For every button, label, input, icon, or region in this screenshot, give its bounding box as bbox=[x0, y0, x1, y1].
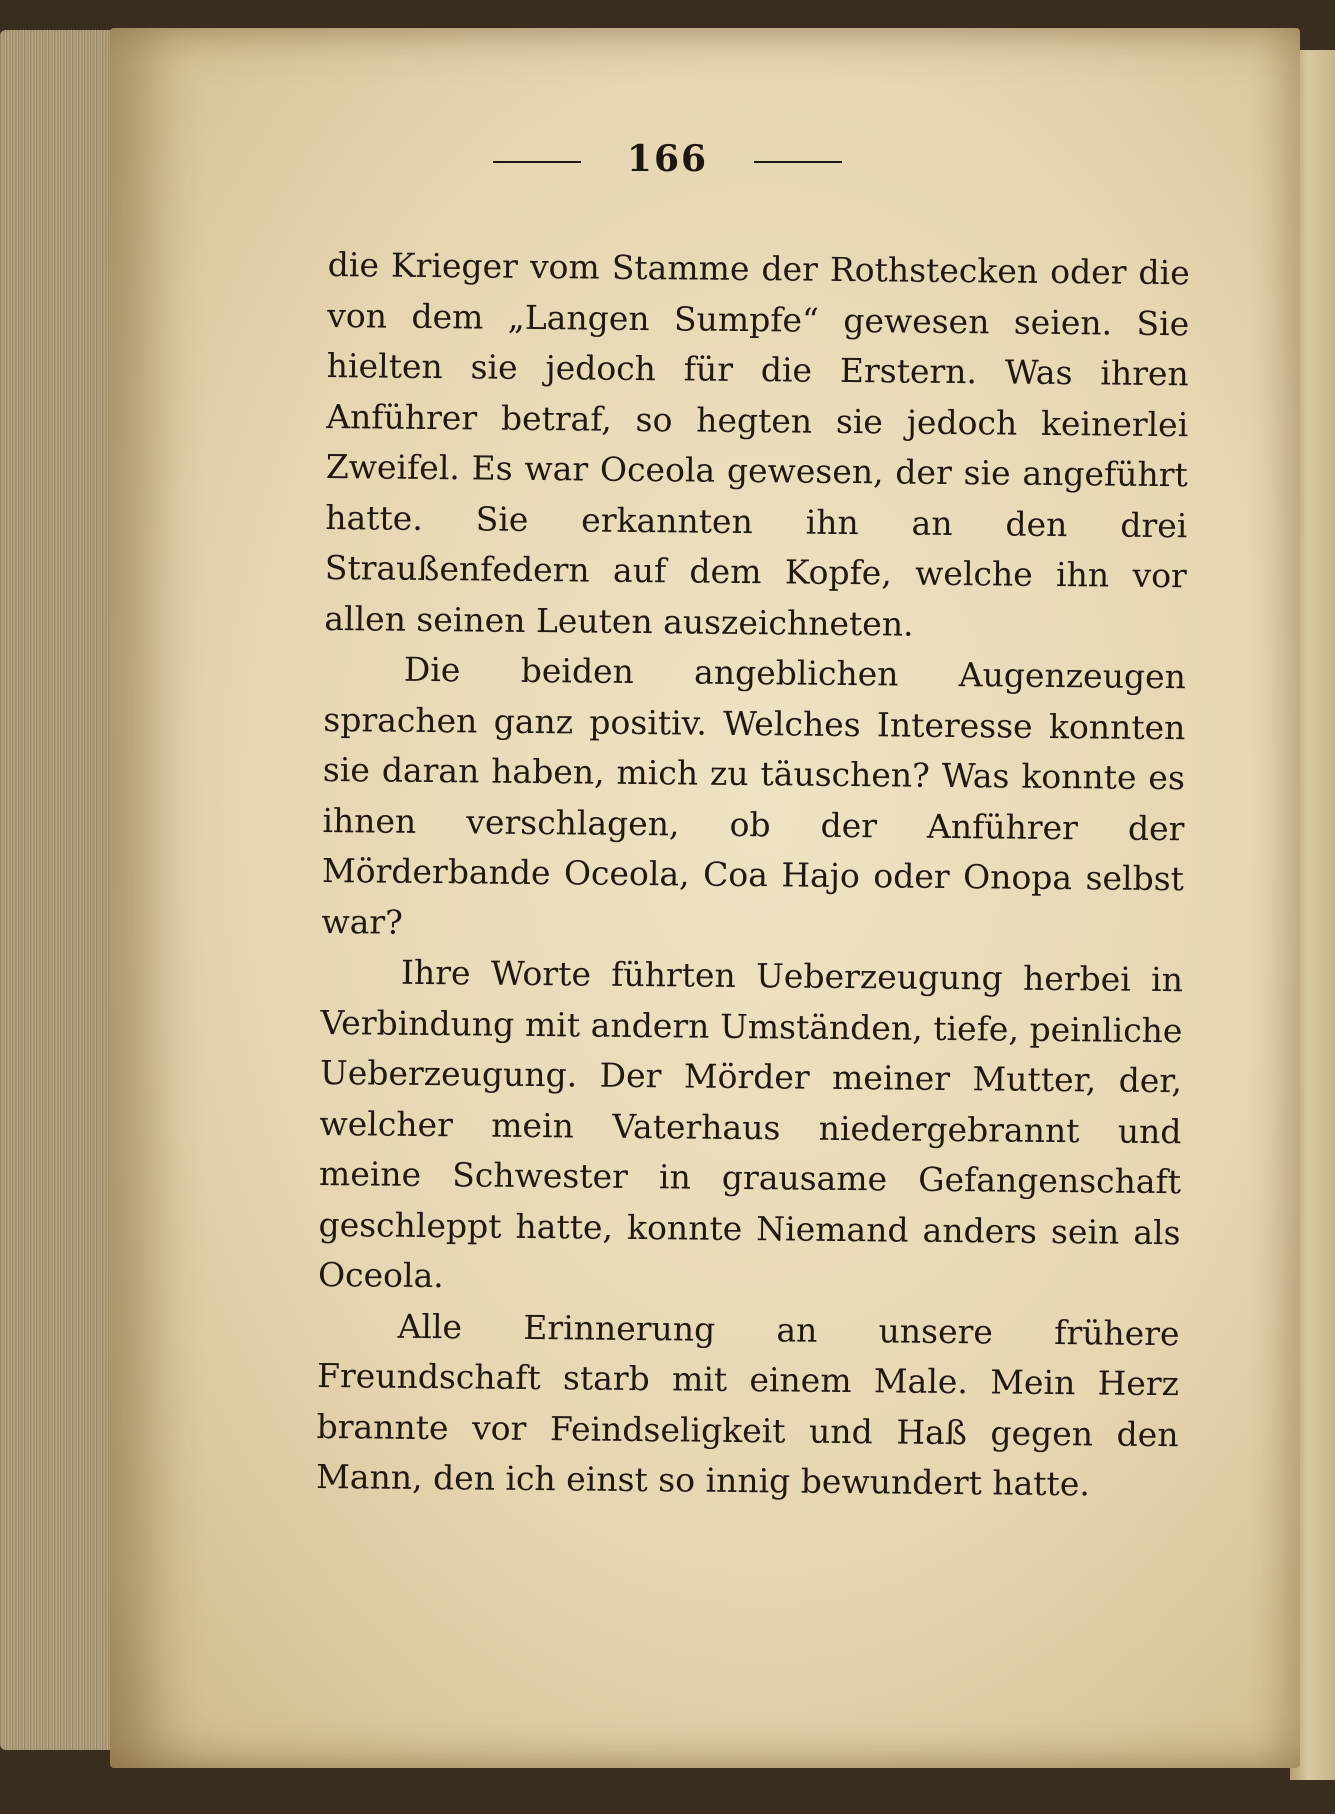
paragraph: Alle Erinnerung an unsere frühere Freundschaft starb mit einem Male. Mein Herz brannte vor Feindseligkeit und Haß gegen den Mann, den ich einst so innig bewundert hatte. bbox=[315, 1306, 1180, 1504]
page-header bbox=[0, 138, 1335, 180]
paragraph: Ihre Worte führten Ueberzeugung herbei in Verbindung mit andern Umständen, tiefe, peinliche Ueberzeugung. Der Mörder meiner Mutter, der, welcher mein Vaterhaus niedergebrannt und meine Schwester in grausame Gefangenschaft geschleppt hatte, konnte Niemand anders sein als Oceola. bbox=[317, 952, 1184, 1296]
page-number: 166 bbox=[626, 138, 709, 180]
paragraph: Die beiden angeblichen Augenzeugen sprachen ganz positiv. Welches Interesse konnten sie daran haben, mich zu täuschen? Was konnte es ihnen verschlagen, ob der Anführer der Mörderbande Oceola, Coa Hajo oder Onopa selbst war? bbox=[321, 649, 1187, 942]
header-rule-left bbox=[493, 161, 581, 163]
paragraph: die Krieger vom Stamme der Rothstecken oder die von dem „Langen Sumpfe“ gewesen seien. Sie hielten sie jedoch für die Erstern. Was ihren Anführer betraf, so hegten sie jedoch keinerlei Zweifel. Es war Oceola gewesen, der sie angeführt hatte. Sie erkannten ihn an den drei Straußenfedern auf dem Kopfe, welche ihn vor allen seinen Leuten auszeichneten. bbox=[324, 244, 1190, 644]
header-rule-right bbox=[754, 161, 842, 163]
body-text bbox=[316, 240, 1190, 1511]
